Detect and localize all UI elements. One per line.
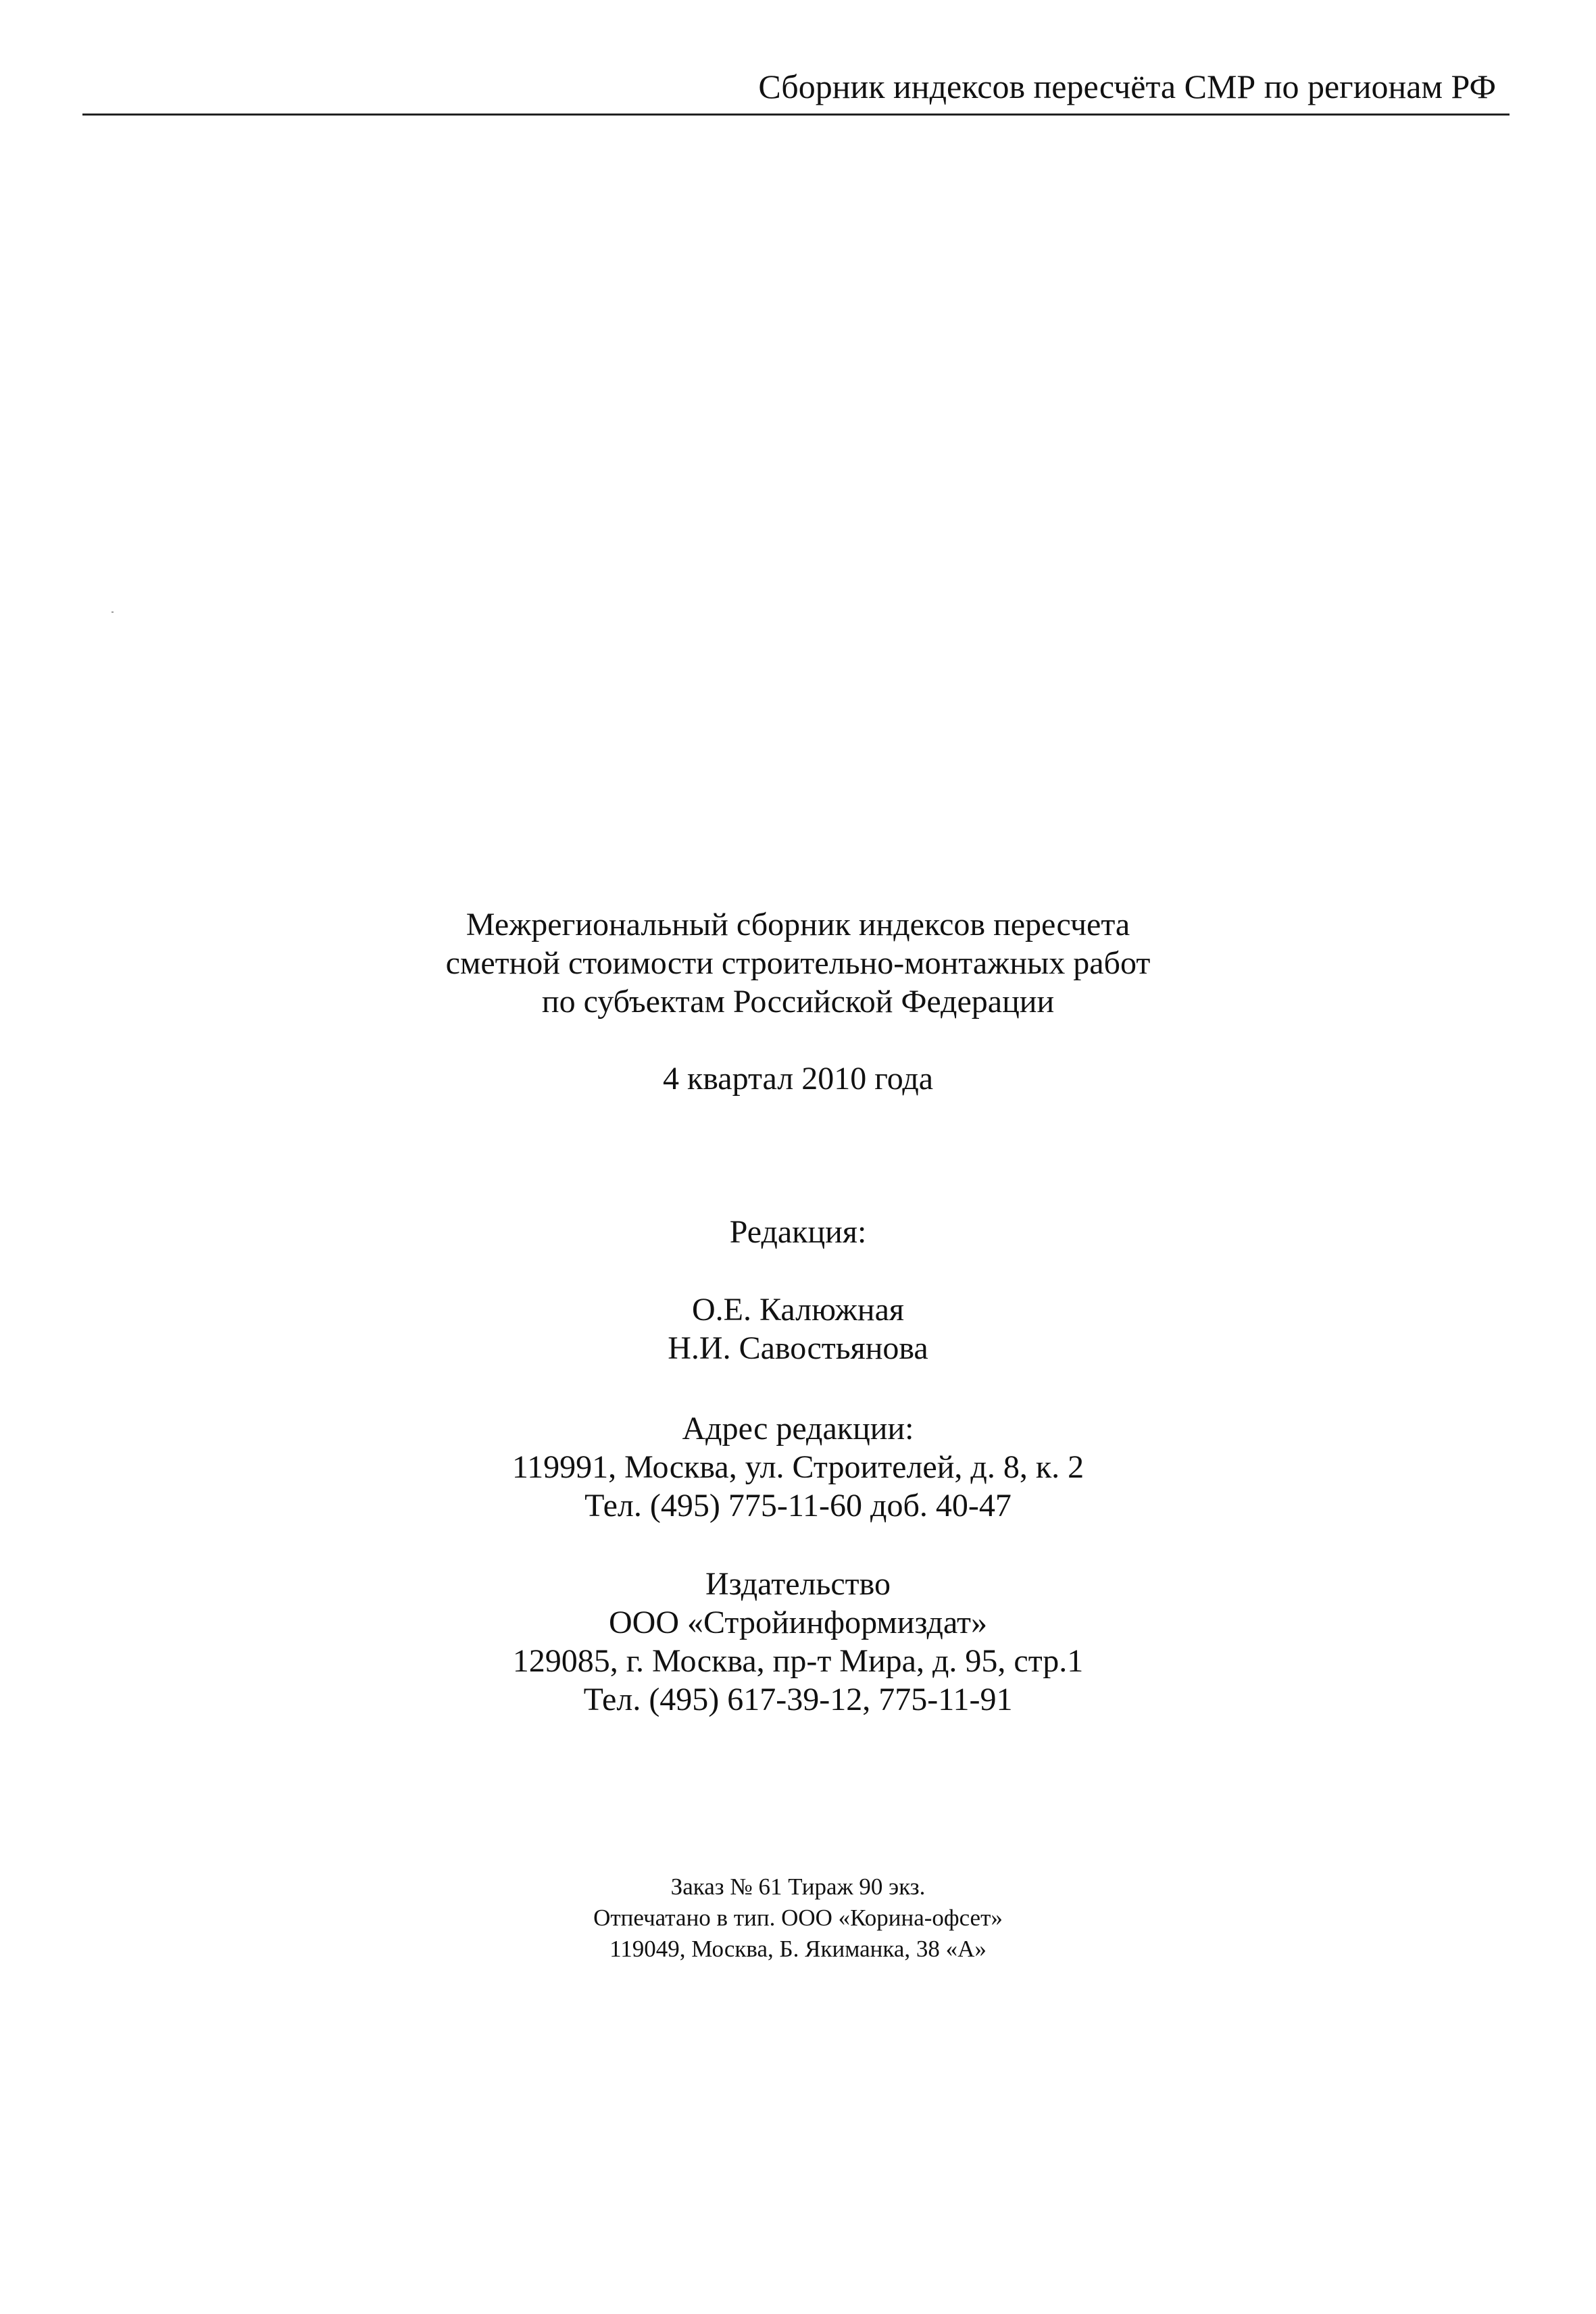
print-order: Заказ № 61 Тираж 90 экз. xyxy=(670,1873,926,1900)
publisher-info xyxy=(0,1565,1596,1719)
title-line-3: по субъектам Российской Федерации xyxy=(541,984,1055,1020)
header-rule xyxy=(82,114,1510,116)
title-line-1: Межрегиональный сборник индексов пересчета xyxy=(466,907,1130,942)
title-line-2: сметной стоимости строительно-монтажных работ xyxy=(445,945,1151,981)
print-info xyxy=(0,1871,1596,1965)
publisher-phone: Тел. (495) 617-39-12, 775-11-91 xyxy=(583,1682,1013,1717)
address-phone: Тел. (495) 775-11-60 доб. 40-47 xyxy=(584,1488,1012,1524)
publisher-street: 129085, г. Москва, пр-т Мира, д. 95, стр.1 xyxy=(512,1643,1084,1679)
printer-name: Отпечатано в тип. ООО «Корина-офсет» xyxy=(593,1905,1003,1931)
address-street: 119991, Москва, ул. Строителей, д. 8, к. 2 xyxy=(512,1449,1084,1485)
document-title xyxy=(0,905,1596,1021)
period xyxy=(0,1059,1596,1098)
publisher-heading: Издательство xyxy=(705,1566,891,1602)
editorial-heading xyxy=(0,1213,1596,1251)
editor-name: О.Е. Калюжная xyxy=(692,1292,904,1328)
editorial-address xyxy=(0,1409,1596,1525)
publisher-name: ООО «Стройинформиздат» xyxy=(609,1605,987,1640)
printer-address: 119049, Москва, Б. Якиманка, 38 «А» xyxy=(609,1936,987,1962)
editorial-heading-text: Редакция: xyxy=(729,1214,867,1250)
editors-list xyxy=(0,1290,1596,1367)
editor-name: Н.И. Савостьянова xyxy=(668,1330,928,1366)
period-text: 4 квартал 2010 года xyxy=(662,1061,934,1097)
address-heading: Адрес редакции: xyxy=(682,1411,914,1447)
scan-speck xyxy=(111,611,114,613)
running-header: Сборник индексов пересчёта СМР по регионам РФ xyxy=(758,68,1496,105)
